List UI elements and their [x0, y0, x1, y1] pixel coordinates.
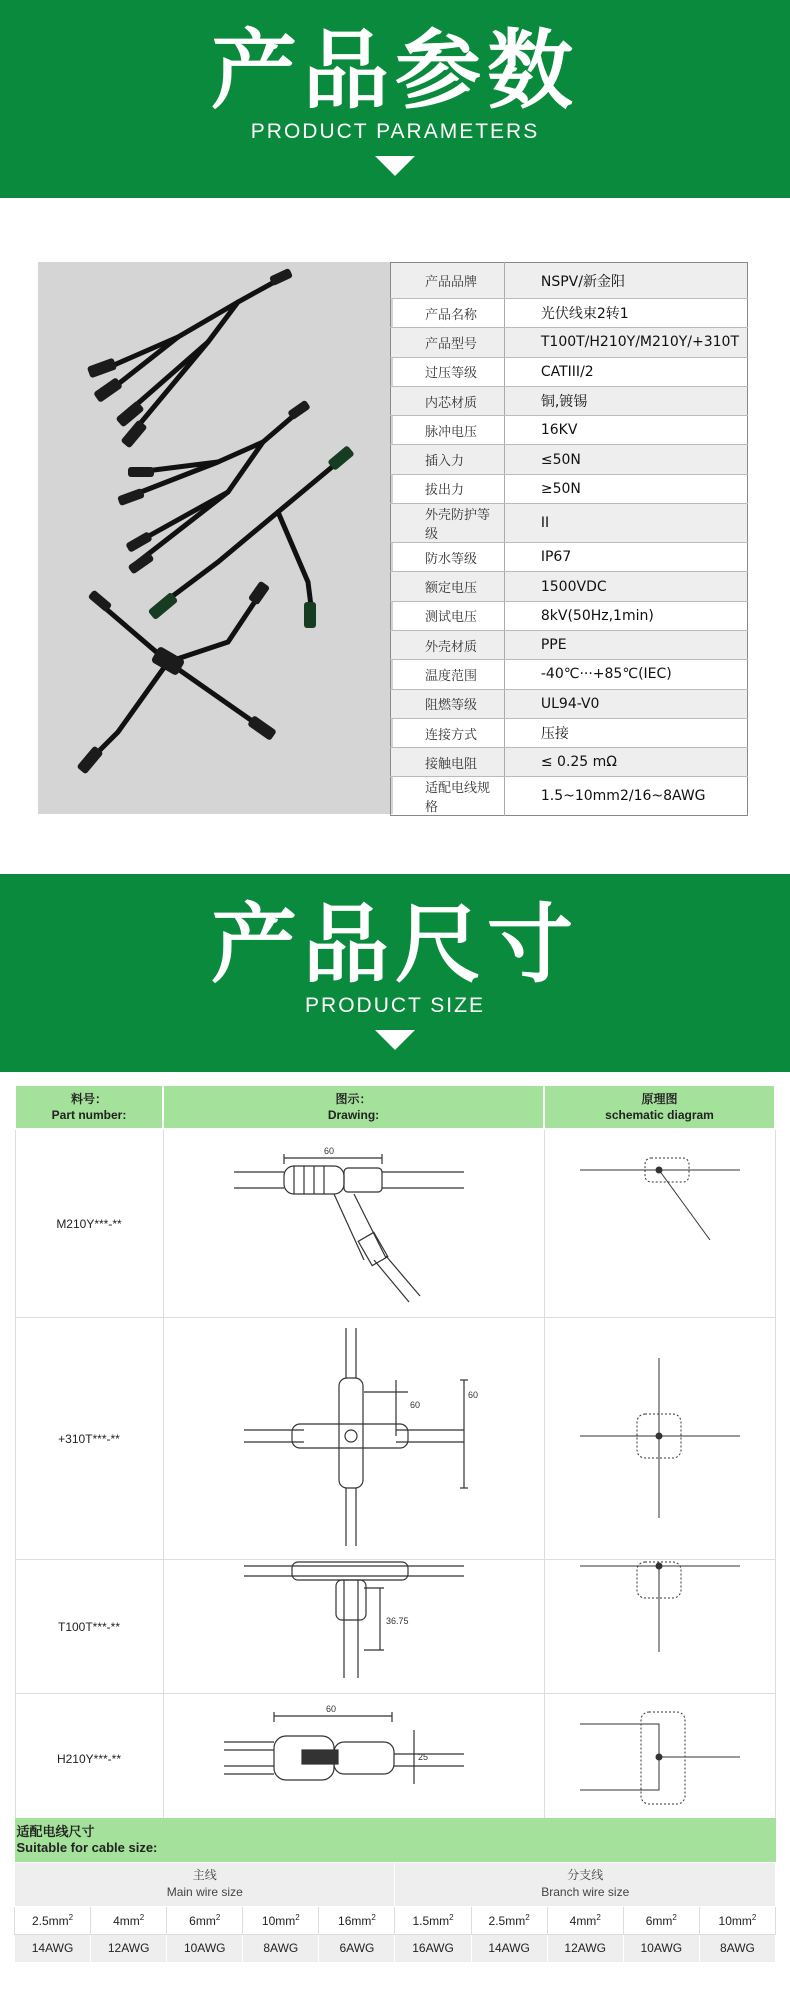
svg-text:36.75: 36.75: [385, 1616, 409, 1626]
parameter-table: [390, 262, 748, 816]
param-row: [391, 777, 748, 816]
param-row: [391, 748, 748, 777]
part-number: +310T***-**: [15, 1318, 163, 1560]
section-banner-parameters: [0, 0, 790, 198]
part-number: T100T***-**: [15, 1560, 163, 1694]
wire-size-mm: $10mm^2$: [699, 1906, 775, 1934]
wire-size-awg: 16AWG: [395, 1934, 471, 1962]
header-schematic: 原理图 schematic diagram: [544, 1085, 775, 1129]
param-value: 1.5~10mm2/16~8AWG: [540, 788, 706, 805]
param-value: II: [504, 504, 747, 543]
awg-row: [15, 1934, 776, 1962]
svg-text:60: 60: [323, 1146, 334, 1156]
schematic-m210y: [544, 1129, 775, 1318]
drawing-h210y: [163, 1694, 544, 1824]
param-row: [391, 386, 748, 415]
table-row: [15, 1694, 775, 1824]
wire-size-mm: $4mm^2$: [91, 1906, 167, 1934]
wire-size-awg: 6AWG: [319, 1934, 395, 1962]
wire-size-awg: 8AWG: [699, 1934, 775, 1962]
cable-size-table: [14, 1818, 776, 1963]
main-wire-header: 主线 Main wire size: [15, 1862, 395, 1906]
wire-size-mm: $6mm^2$: [623, 1906, 699, 1934]
param-key: 连接方式: [391, 718, 505, 747]
param-row: [391, 416, 748, 445]
param-value: 8kV(50Hz,1min): [504, 601, 747, 630]
param-value: UL94-V0: [504, 689, 747, 718]
param-value: IP67: [504, 543, 747, 572]
part-number: H210Y***-**: [15, 1694, 163, 1824]
header-part-number: 料号： Part number:: [15, 1085, 163, 1129]
param-row: [391, 601, 748, 630]
mm-row: [15, 1906, 776, 1934]
section-banner-size: [0, 874, 790, 1072]
param-value: ≥50N: [504, 474, 747, 503]
wire-size-awg: 10AWG: [623, 1934, 699, 1962]
wire-size-mm: $1.5mm^2$: [395, 1906, 471, 1934]
wire-size-mm: $4mm^2$: [547, 1906, 623, 1934]
param-key: 防水等级: [391, 543, 505, 572]
param-row: [391, 504, 748, 543]
section-title: 产品尺寸: [211, 895, 579, 995]
param-value: 光伏线束2转1: [504, 299, 747, 328]
branch-wire-header: 分支线 Branch wire size: [395, 1862, 776, 1906]
param-value: 1500VDC: [504, 572, 747, 601]
param-value: PPE: [504, 630, 747, 659]
section-subtitle: PRODUCT SIZE: [305, 994, 485, 1017]
param-key: 插入力: [391, 445, 505, 474]
param-key: 产品品牌: [391, 263, 505, 299]
param-value: NSPV/新金阳: [504, 263, 747, 299]
param-key: 产品名称: [391, 299, 505, 328]
wire-size-mm: $2.5mm^2$: [15, 1906, 91, 1934]
param-row: [391, 689, 748, 718]
wire-size-mm: $10mm^2$: [243, 1906, 319, 1934]
wire-size-mm: $16mm^2$: [319, 1906, 395, 1934]
svg-text:25: 25: [417, 1752, 428, 1762]
param-row: [391, 660, 748, 689]
param-row: [391, 630, 748, 659]
param-row: [391, 357, 748, 386]
table-row: [15, 1129, 775, 1318]
cable-size-title: 适配电线尺寸 Suitable for cable size:: [15, 1818, 776, 1862]
wire-size-mm: $6mm^2$: [167, 1906, 243, 1934]
svg-text:60: 60: [325, 1704, 336, 1714]
down-arrow-icon: [375, 1030, 415, 1050]
param-key: 脉冲电压: [391, 416, 505, 445]
param-row: [391, 299, 748, 328]
param-value: 16KV: [504, 416, 747, 445]
param-row: [391, 263, 748, 299]
table-row: [15, 1318, 775, 1560]
param-row: [391, 474, 748, 503]
param-key: 产品型号: [391, 328, 505, 357]
schematic-t100t: [544, 1560, 775, 1694]
wire-size-awg: 14AWG: [471, 1934, 547, 1962]
param-value: 压接: [504, 718, 747, 747]
param-row: [391, 328, 748, 357]
schematic-h210y: [544, 1694, 775, 1824]
wire-size-awg: 12AWG: [547, 1934, 623, 1962]
size-table: [14, 1084, 776, 1824]
section-title: 产品参数: [211, 21, 579, 121]
param-value: ≤50N: [504, 445, 747, 474]
wire-size-awg: 12AWG: [91, 1934, 167, 1962]
param-row: [391, 543, 748, 572]
param-value: -40℃···+85℃(IEC): [504, 660, 747, 689]
drawing-m210y: [163, 1129, 544, 1318]
param-value: T100T/H210Y/M210Y/+310T: [504, 328, 747, 357]
param-key: 内芯材质: [391, 386, 505, 415]
part-number: M210Y***-**: [15, 1129, 163, 1318]
param-row: [391, 445, 748, 474]
param-value: CATIII/2: [504, 357, 747, 386]
param-key: 测试电压: [391, 601, 505, 630]
schematic-310t: [544, 1318, 775, 1560]
param-key: 外壳材质: [391, 630, 505, 659]
param-value: 铜,镀锡: [504, 386, 747, 415]
param-key: 过压等级: [391, 357, 505, 386]
product-photo: [38, 262, 393, 814]
param-row: [391, 572, 748, 601]
wire-size-awg: 8AWG: [243, 1934, 319, 1962]
down-arrow-icon: [375, 156, 415, 176]
header-drawing: 图示： Drawing:: [163, 1085, 544, 1129]
param-key: 阻燃等级: [391, 689, 505, 718]
param-value: ≤ 0.25 mΩ: [504, 748, 747, 777]
param-key: 适配电线规格: [391, 777, 505, 816]
param-key: 接触电阻: [391, 748, 505, 777]
param-key: 拔出力: [391, 474, 505, 503]
table-row: [15, 1560, 775, 1694]
param-key: 温度范围: [391, 660, 505, 689]
section-subtitle: PRODUCT PARAMETERS: [250, 120, 540, 143]
drawing-t100t: [163, 1560, 544, 1694]
wire-size-mm: $2.5mm^2$: [471, 1906, 547, 1934]
param-key: 外壳防护等级: [391, 504, 505, 543]
svg-text:60: 60: [409, 1400, 420, 1410]
drawing-310t: [163, 1318, 544, 1560]
param-key: 额定电压: [391, 572, 505, 601]
svg-text:60: 60: [467, 1390, 478, 1400]
param-row: [391, 718, 748, 747]
wire-size-awg: 14AWG: [15, 1934, 91, 1962]
wire-size-awg: 10AWG: [167, 1934, 243, 1962]
